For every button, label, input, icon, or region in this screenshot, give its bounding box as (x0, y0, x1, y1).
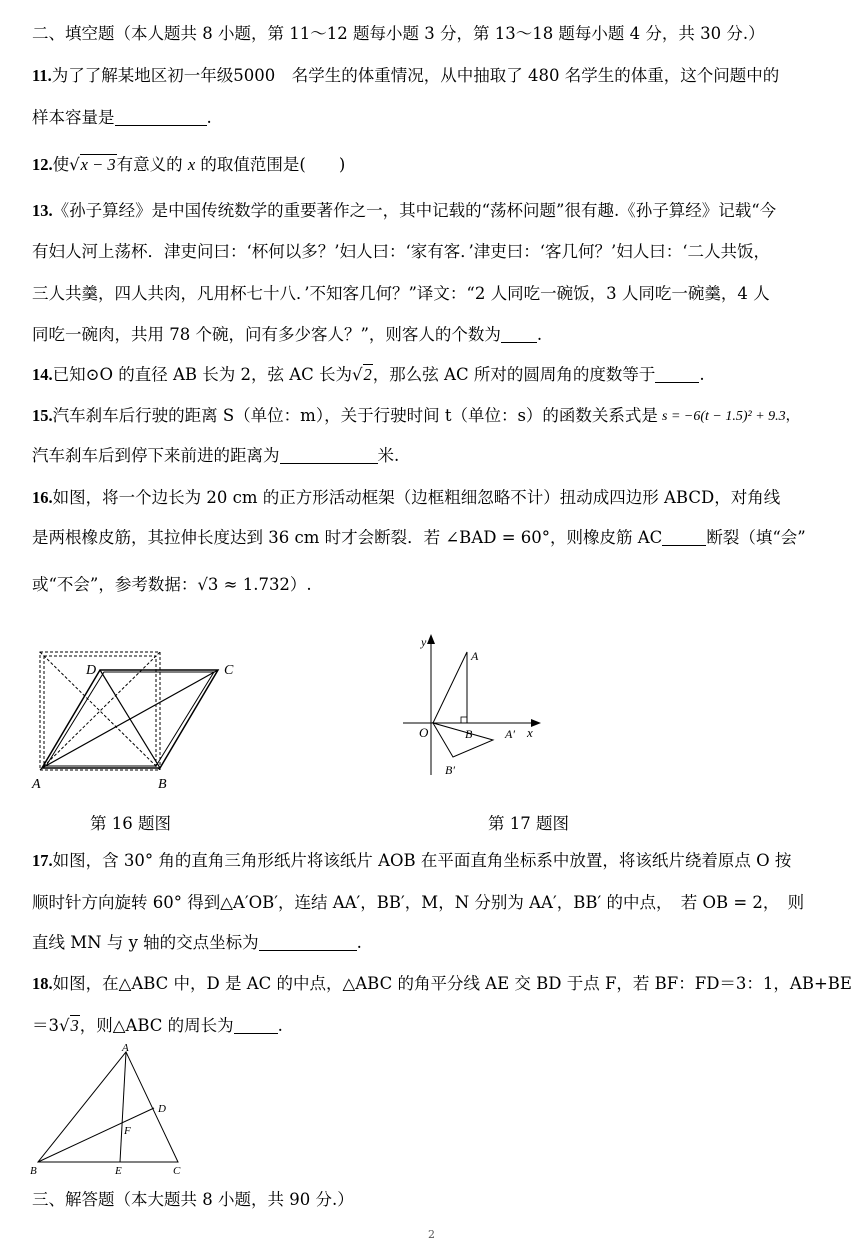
fig18-label-e: E (115, 1165, 122, 1177)
q18-line2: ＝3√3，则△ABC 的周长为 . (32, 1014, 283, 1038)
q15-line2: 汽车刹车后到停下来前进的距离为 米. (32, 446, 400, 465)
q17-number: 17. (32, 851, 53, 870)
q15-line1: 15.汽车刹车后行驶的距离 S（单位：m），关于行驶时间 t（单位：s）的函数关系式是 (32, 406, 658, 425)
fig17-label-y: y (421, 635, 427, 649)
fig18-label-c: C (173, 1165, 181, 1177)
q16-answer-blank[interactable] (662, 529, 706, 546)
q13-line4: 同吃一碗肉，共用 78 个碗，问有多少客人？”，则客人的个数为 . (32, 325, 543, 344)
page-number: 2 (428, 1228, 435, 1241)
fig17-label-x: x (527, 725, 533, 740)
q14-line: 14.已知⊙O 的直径 AB 长为 2，弦 AC 长为√2，那么弦 AC 所对的圆周角的度数等于 . (32, 363, 705, 387)
fig17-label-a-prime: A′ (505, 727, 515, 741)
fig17-label-b-prime: B′ (445, 763, 455, 777)
fig18-label-f: F (124, 1125, 131, 1137)
fig16-label-c: C (224, 663, 234, 678)
fig16-caption: 第 16 题图 (90, 814, 171, 833)
q17-line1: 17.如图，含 30° 角的直角三角形纸片将该纸片 AOB 在平面直角坐标系中放置，将该纸片绕着原点 O 按 (32, 851, 792, 870)
q13-line3: 三人共羹，四人共肉，凡用杯七十八．’不知客几何？”译文：“2 人同吃一碗饭，3 人同吃一碗羹，4 人 (32, 284, 770, 303)
q16-number: 16. (32, 488, 53, 507)
fig16-label-d: D (86, 663, 97, 678)
q17-line3: 直线 MN 与 y 轴的交点坐标为 . (32, 933, 362, 952)
q14-number: 14. (32, 365, 53, 384)
q13-line1: 13.《孙子算经》是中国传统数学的重要著作之一，其中记载的“荡杯问题”很有趣.《孙子算经》记载“今 (32, 201, 777, 220)
fig17-label-o: O (419, 725, 429, 740)
q12-number: 12. (32, 155, 53, 174)
fig16-label-b: B (158, 777, 167, 792)
q11-line1: 11.为了了解某地区初一年级5000 名学生的体重情况，从中抽取了 480 名学生的体重，这个问题中的 (32, 66, 780, 85)
fig16-label-a: A (32, 777, 41, 792)
q13-line2: 有妇人河上荡杯．津吏问曰：‘杯何以多？’妇人曰：‘家有客．’津吏曰：‘客几何？’妇人曰：‘二人共饭， (32, 242, 770, 261)
q14-sqrt: √2 (352, 365, 372, 384)
q18-answer-blank[interactable] (234, 1017, 278, 1034)
q12-sqrt: √x − 3 (69, 155, 116, 174)
q16-line3: 或“不会”，参考数据：√3 ≈ 1.732）. (32, 575, 312, 594)
q15-formula: s = −6(t − 1.5)² + 9.3， (662, 408, 800, 424)
q17-line2: 顺时针方向旋转 60° 得到△A′OB′，连结 AA′，BB′，M，N 分别为 AA′，BB′ 的中点， 若 OB = 2， 则 (32, 893, 805, 912)
q15-number: 15. (32, 406, 53, 425)
fig17-caption: 第 17 题图 (488, 814, 569, 833)
q13-number: 13. (32, 201, 53, 220)
fig18-label-a: A (122, 1042, 129, 1054)
q11-line2: 样本容量是 . (32, 108, 212, 127)
q16-line2: 是两根橡皮筋，其拉伸长度达到 36 cm 时才会断裂．若 ∠BAD = 60°，则橡皮筋 AC 断裂（填“会” (32, 528, 806, 547)
q15-answer-blank[interactable] (280, 447, 378, 464)
figure-16 (28, 640, 258, 800)
section2-header: 二、填空题（本人题共 8 小题，第 11～12 题每小题 3 分，第 13～18 题每小题 4 分，共 30 分.） (32, 24, 765, 43)
q18-line1: 18.如图，在△ABC 中，D 是 AC 的中点，△ABC 的角平分线 AE 交 BD 于点 F，若 BF：FD＝3：1，AB+BE (32, 974, 852, 993)
q14-answer-blank[interactable] (655, 366, 699, 383)
section3-header: 三、解答题（本大题共 8 小题，共 90 分.） (32, 1190, 354, 1209)
figure-17 (395, 630, 555, 780)
figure-18 (28, 1042, 198, 1177)
q13-answer-blank[interactable] (501, 326, 537, 343)
q18-sqrt: √3 (59, 1016, 79, 1035)
fig18-label-d: D (158, 1103, 166, 1115)
q11-number: 11. (32, 66, 52, 85)
fig17-label-a: A (471, 649, 479, 663)
q17-answer-blank[interactable] (259, 934, 357, 951)
fig18-label-b: B (30, 1165, 37, 1177)
fig17-label-b: B (465, 727, 473, 741)
q12-line: 12.使√x − 3有意义的 x 的取值范围是( ) (32, 153, 345, 177)
q18-number: 18. (32, 974, 53, 993)
q11-answer-blank[interactable] (115, 109, 207, 126)
q16-line1: 16.如图，将一个边长为 20 cm 的正方形活动框架（边框粗细忽略不计）扭动成四边形 ABCD，对角线 (32, 488, 781, 507)
